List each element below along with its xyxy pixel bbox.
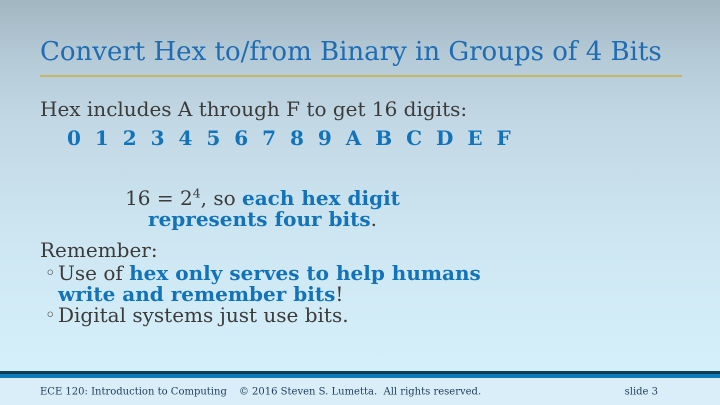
bullet-1-line-1: Use of hex only serves to help humans <box>58 261 481 285</box>
footer-bar <box>0 378 720 405</box>
list-item <box>45 263 500 305</box>
bullet-1-line-2: write and remember bits! <box>58 282 344 306</box>
bullet-icon: ◦ <box>45 263 56 284</box>
hex-digits-list: 0 1 2 3 4 5 6 7 8 9 A B C D E F <box>67 126 511 150</box>
bullet-icon: ◦ <box>45 305 56 326</box>
footer-copyright: © 2016 Steven S. Lumetta. All rights reserved. <box>238 386 482 397</box>
list-item <box>45 305 500 326</box>
footer-slide-number: slide 3 <box>624 386 658 397</box>
hex-explanation-line-2: represents four bits. <box>148 207 377 231</box>
footer-course-label: ECE 120: Introduction to Computing <box>40 386 227 397</box>
slide-title: Convert Hex to/from Binary in Groups of 4 Bits <box>40 37 662 67</box>
hex-explanation <box>40 185 485 231</box>
footer <box>0 371 720 405</box>
title-divider <box>40 75 682 77</box>
hex-explanation-line-1: $16 = 2^4$, so each hex digit <box>125 185 400 210</box>
intro-text: Hex includes A through F to get 16 digits: <box>40 97 468 121</box>
remember-section <box>40 239 500 326</box>
bullet-2-line-1: Digital systems just use bits. <box>58 303 349 327</box>
remember-heading: Remember: <box>40 238 158 262</box>
